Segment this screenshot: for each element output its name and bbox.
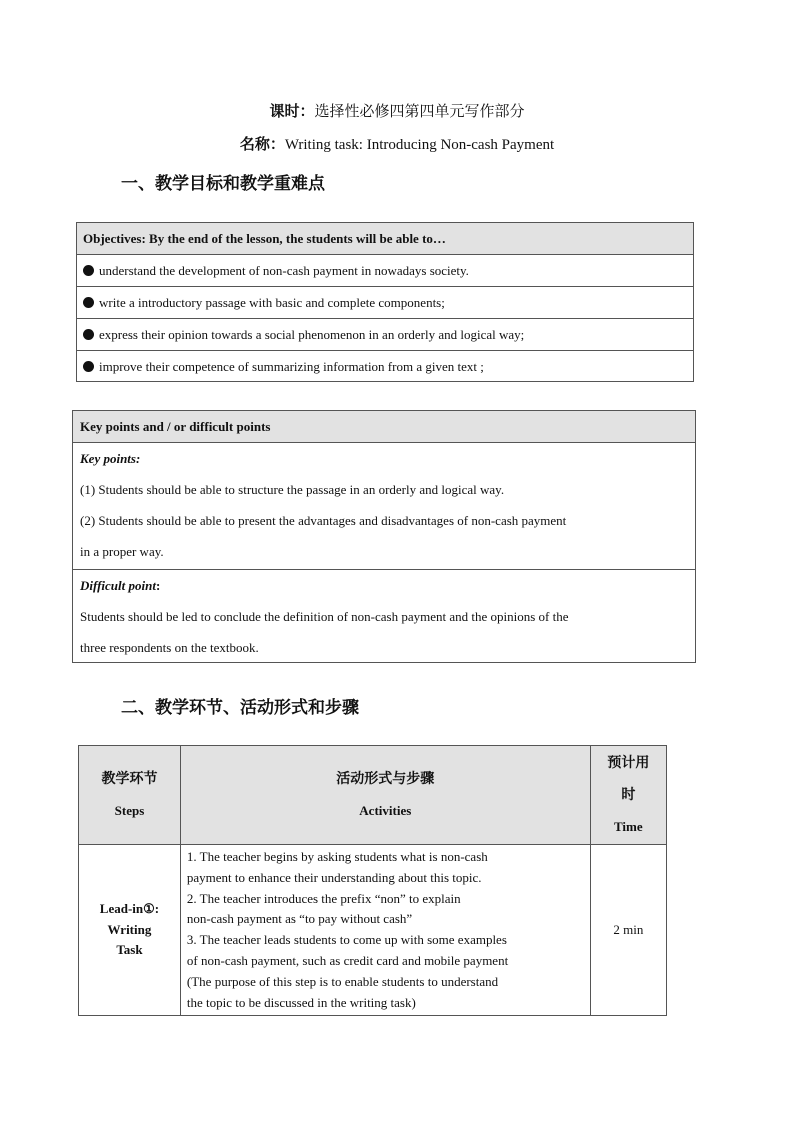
bullet-icon [83,329,94,340]
lesson-value: 选择性必修四第四单元写作部分 [314,104,525,120]
key-points-table [72,410,696,663]
step-cell [79,845,181,1016]
lesson-title [0,100,794,121]
lesson-label: 课时： [269,104,315,120]
objective-text: improve their competence of summarizing information from a given text ; [99,359,484,374]
step-name-line: Lead-in①: [99,901,160,917]
lesson-name [0,133,794,154]
table-row [79,845,667,1016]
name-value: Writing task: Introducing Non-cash Payment [284,137,555,153]
col-header-en: Activities [359,803,412,818]
activity-line: non-cash payment as “to pay without cash” [186,911,413,927]
objective-item [77,351,693,383]
key-points-header: Key points and / or difficult points [73,411,695,443]
key-points-label: Key points: [80,451,141,466]
objective-item [77,255,693,287]
activity-line: 2. The teacher introduces the prefix “non” to explain [186,890,461,906]
objective-text: express their opinion towards a social phenomenon in an orderly and logical way; [99,327,525,342]
activity-line: (The purpose of this step is to enable students to understand [186,973,499,989]
key-point-line: (2) Students should be able to present the advantages and disadvantages of non-cash payment [80,513,567,528]
col-header-cn: 预计用 [607,755,650,771]
bullet-icon [83,265,94,276]
activity-line: 1. The teacher begins by asking students what is non-cash [186,849,488,864]
col-header-en: Time [614,819,643,834]
objective-text: write a introductory passage with basic and complete components; [99,295,445,310]
section1-heading: 一、教学目标和教学重难点 [121,174,325,194]
objective-item [77,287,693,319]
name-label: 名称： [239,137,285,153]
objectives-header: Objectives: By the end of the lesson, the students will be able to… [77,223,693,255]
key-point-line: (1) Students should be able to structure the passage in an orderly and logical way. [80,482,505,497]
activities-col-header [180,746,590,845]
activity-cell [180,845,590,1016]
steps-header-row [79,746,667,845]
difficult-point-line: three respondents on the textbook. [80,640,259,655]
activity-line: 3. The teacher leads students to come up with some examples [186,932,507,948]
key-point-line: in a proper way. [80,544,164,559]
activity-line: the topic to be discussed in the writing task) [186,994,416,1010]
key-points-body [73,443,695,570]
steps-table [78,745,667,1010]
objective-text: understand the development of non-cash payment in nowadays society. [99,263,469,278]
step-name-line: Writing [107,921,152,937]
difficult-point-body [73,570,695,663]
difficult-point-label: Difficult point [80,578,156,593]
objective-item [77,319,693,351]
steps-col-header [79,746,181,845]
time-col-header [590,746,666,845]
time-cell: 2 min [590,845,666,1016]
difficult-point-colon: : [155,578,161,593]
difficult-point-line: Students should be led to conclude the definition of non-cash payment and the opinions of the [80,609,569,624]
col-header-en: Steps [114,803,145,818]
activity-line: payment to enhance their understanding about this topic. [186,869,482,885]
section2-heading: 二、教学环节、活动形式和步骤 [121,698,359,718]
col-header-cn: 教学环节 [101,771,158,787]
bullet-icon [83,361,94,372]
step-name-line: Task [116,942,143,958]
objectives-table [76,222,694,382]
col-header-cn: 时 [621,787,636,803]
activity-line: of non-cash payment, such as credit card and mobile payment [186,952,509,968]
col-header-cn: 活动形式与步骤 [336,771,435,787]
bullet-icon [83,297,94,308]
